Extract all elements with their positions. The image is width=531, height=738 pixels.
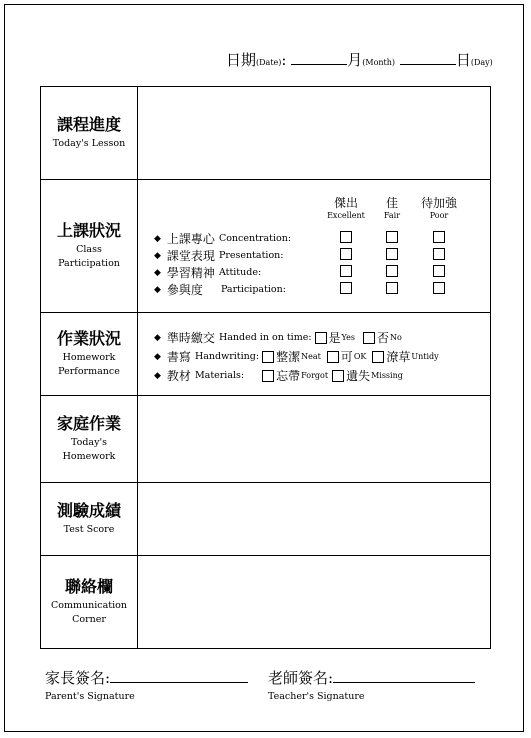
neat-checkbox[interactable] [262,351,274,363]
report-table [40,86,491,649]
diamond-bullet-icon: ◆ [154,284,161,295]
parent-signature-en: Parent's Signature [45,691,135,702]
rating-checkbox-fair[interactable] [386,231,398,243]
participation-en2: Participation [58,258,120,269]
label-homework-performance [41,313,138,395]
item-participation [154,281,286,298]
homework-perf-en1: Homework [62,352,116,363]
yes-en: Yes [341,333,355,342]
rating-checkbox-poor[interactable] [433,282,445,294]
diamond-bullet-icon: ◆ [154,370,161,381]
homework-content[interactable] [138,396,490,482]
homework-perf-content [138,313,490,395]
col-fair [370,196,414,222]
parent-signature-zh: 家長簽名: [45,669,111,687]
materials-zh: 教材 [166,369,191,383]
rating-checkbox-fair[interactable] [386,265,398,277]
col-poor-zh: 待加強 [420,196,457,210]
handwriting-line [154,348,439,365]
test-en: Test Score [63,524,115,535]
participation-en1: Class [76,244,102,255]
parent-signature-line[interactable] [110,682,248,683]
communication-zh: 聯絡欄 [64,577,113,596]
forgot-zh: 忘帶 [276,369,301,383]
communication-content[interactable] [138,556,490,648]
item-en: Participation: [220,284,286,295]
handed-in-line [154,329,402,346]
item-en: Presentation: [218,250,284,261]
ok-en: OK [353,352,367,361]
untidy-en: Untidy [411,352,439,361]
rating-checkbox-poor[interactable] [433,265,445,277]
item-zh: 學習精神 [166,266,215,280]
date-colon: : [281,51,287,69]
untidy-zh: 潦草 [386,350,411,364]
day-label: 日 [455,51,471,69]
yes-checkbox[interactable] [315,332,327,344]
test-content[interactable] [138,483,490,555]
homework-zh: 家庭作業 [56,414,121,433]
label-communication [41,556,138,648]
no-zh: 否 [376,331,389,345]
parent-signature [45,667,248,702]
handwriting-zh: 書寫 [166,350,191,364]
teacher-signature [268,667,475,702]
forgot-en: Forgot [301,371,329,380]
handed-in-zh: 準時繳交 [166,331,215,345]
forgot-checkbox[interactable] [262,370,274,382]
col-poor [417,196,461,222]
row-participation [41,180,490,313]
label-test-score [41,483,138,555]
item-zh: 課堂表現 [166,249,215,263]
label-participation [41,180,138,312]
test-zh: 測驗成績 [56,501,121,520]
date-label: 日期 [226,51,257,69]
no-checkbox[interactable] [363,332,375,344]
missing-en: Missing [371,371,403,380]
diamond-bullet-icon: ◆ [154,351,161,362]
ok-zh: 可 [340,350,353,364]
homework-perf-en2: Performance [58,366,120,377]
col-excellent [324,196,368,222]
materials-line [154,367,403,384]
homework-perf-zh: 作業狀況 [56,329,121,348]
materials-en: Materials: [194,370,245,381]
teacher-signature-zh: 老師簽名: [268,669,334,687]
homework-en2: Homework [62,451,116,462]
teacher-signature-line[interactable] [333,682,475,683]
communication-en2: Corner [72,614,106,625]
col-fair-en: Fair [383,211,401,220]
row-communication [41,556,490,648]
yes-zh: 是 [328,331,341,345]
neat-zh: 整潔 [276,350,301,364]
diamond-bullet-icon: ◆ [154,233,161,244]
diamond-bullet-icon: ◆ [154,250,161,261]
item-concentration [154,230,291,247]
rating-checkbox-fair[interactable] [386,282,398,294]
row-lesson [41,87,490,180]
row-homework-performance [41,313,490,396]
rating-checkbox-excellent[interactable] [340,231,352,243]
item-zh: 參與度 [166,283,203,297]
rating-checkbox-poor[interactable] [433,248,445,260]
lesson-zh: 課程進度 [56,115,121,134]
ok-checkbox[interactable] [327,351,339,363]
handed-in-en: Handed in on time: [218,332,312,343]
row-test-score [41,483,490,556]
row-homework [41,396,490,483]
rating-checkbox-poor[interactable] [433,231,445,243]
col-fair-zh: 佳 [385,196,398,210]
lesson-en: Today's Lesson [52,138,126,149]
handwriting-en: Handwriting: [194,351,260,362]
no-en: No [390,333,402,342]
col-excellent-en: Excellent [327,211,365,220]
missing-checkbox[interactable] [332,370,344,382]
missing-zh: 遺失 [346,369,371,383]
label-lesson [41,87,138,179]
month-label-en: (Month) [362,58,396,67]
day-blank[interactable] [400,64,456,65]
homework-en1: Today's [71,437,107,448]
month-blank[interactable] [291,64,347,65]
date-line [226,49,493,70]
month-label: 月 [347,51,363,69]
diamond-bullet-icon: ◆ [154,267,161,278]
diamond-bullet-icon: ◆ [154,332,161,343]
participation-content [138,180,490,312]
untidy-checkbox[interactable] [372,351,384,363]
col-excellent-zh: 傑出 [333,196,358,210]
item-presentation [154,247,284,264]
communication-en1: Communication [51,600,127,611]
item-en: Attitude: [218,267,262,278]
rating-checkbox-excellent[interactable] [340,282,352,294]
item-en: Concentration: [218,233,292,244]
lesson-content[interactable] [138,87,490,179]
col-poor-en: Poor [429,211,449,220]
rating-checkbox-fair[interactable] [386,248,398,260]
participation-zh: 上課狀況 [56,221,121,240]
item-attitude [154,264,261,281]
day-label-en: (Day) [470,58,493,67]
item-zh: 上課專心 [166,232,215,246]
date-label-en: (Date) [256,58,282,67]
teacher-signature-en: Teacher's Signature [268,691,365,702]
neat-en: Neat [301,352,321,361]
label-homework [41,396,138,482]
rating-checkbox-excellent[interactable] [340,248,352,260]
rating-checkbox-excellent[interactable] [340,265,352,277]
